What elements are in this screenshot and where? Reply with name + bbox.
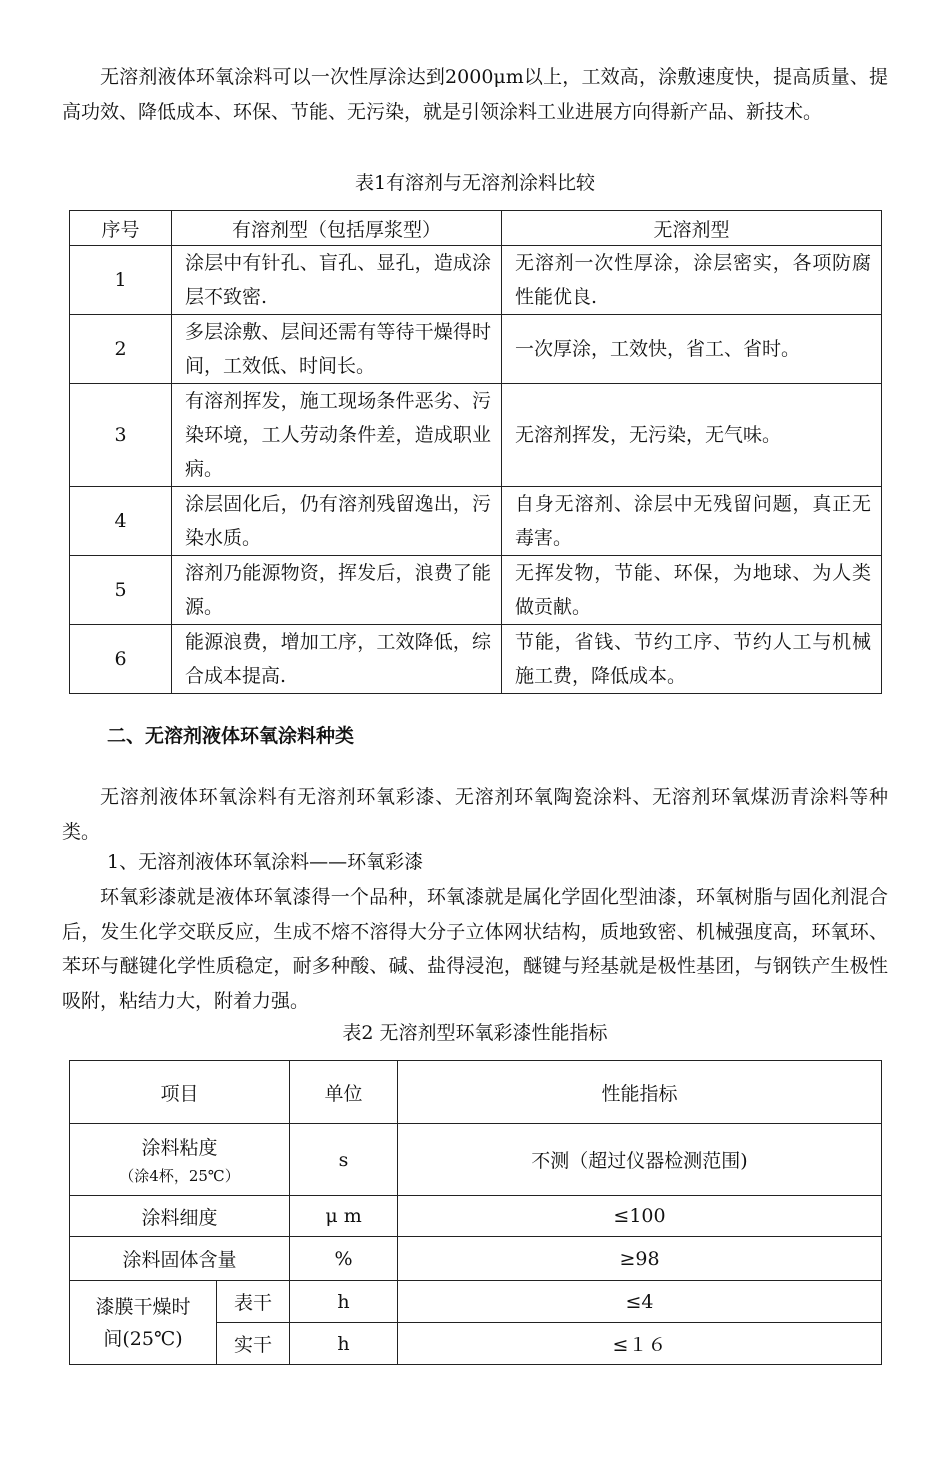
header-solventless: 无溶剂型: [502, 211, 882, 246]
fineness-label: 涂料细度: [70, 1196, 290, 1237]
table-header-row: [70, 1061, 882, 1124]
section-heading: 二、无溶剂液体环氧涂料种类: [107, 725, 355, 747]
table-row: [70, 1237, 882, 1281]
comparison-table: [69, 210, 882, 694]
solventless-cell: 一次厚涂，工效快，省工、省时。: [502, 315, 882, 384]
surface-dry-label: 表干: [217, 1281, 290, 1323]
solids-label: 涂料固体含量: [70, 1237, 290, 1281]
table-header-row: [70, 211, 882, 246]
row-number: 3: [70, 384, 172, 487]
intro-paragraph: 无溶剂液体环氧涂料可以一次性厚涂达到2000μm以上，工效高，涂敷速度快，提高质量、提高功效、降低成本、环保、节能、无污染，就是引领涂料工业进展方向得新产品、新技术。: [62, 66, 888, 123]
row-number: 4: [70, 487, 172, 556]
header-unit: 单位: [290, 1061, 398, 1124]
header-index: 性能指标: [398, 1061, 882, 1124]
solventless-cell: 无溶剂挥发，无污染，无气味。: [502, 384, 882, 487]
solids-value: ≥98: [398, 1237, 882, 1281]
table-row: [70, 487, 882, 556]
viscosity-value: 不测（超过仪器检测范围): [398, 1124, 882, 1196]
solids-unit: %: [290, 1237, 398, 1281]
header-no: 序号: [70, 211, 172, 246]
viscosity-unit: s: [290, 1124, 398, 1196]
header-solvent: 有溶剂型（包括厚浆型）: [172, 211, 502, 246]
fineness-unit: μ m: [290, 1196, 398, 1237]
table-row: [70, 384, 882, 487]
body-paragraph: 环氧彩漆就是液体环氧漆得一个品种，环氧漆就是属化学固化型油漆，环氧树脂与固化剂混合后，发生化学交联反应，生成不熔不溶得大分子立体网状结构，质地致密、机械强度高，环氧环、苯环与醚键化学性质稳定，耐多种酸、碱、盐得浸泡，醚键与羟基就是极性基团，与钢铁产生极性吸附，粘结力大，附着力强。: [62, 886, 888, 1012]
solventless-cell: 无挥发物，节能、环保，为地球、为人类做贡献。: [502, 556, 882, 625]
table-row: [70, 1124, 882, 1196]
viscosity-label-cell: [70, 1124, 290, 1196]
solvent-cell: 有溶剂挥发，施工现场条件恶劣、污染环境，工人劳动条件差，造成职业病。: [172, 384, 502, 487]
hard-dry-unit: h: [290, 1323, 398, 1365]
solventless-cell: 无溶剂一次性厚涂，涂层密实，各项防腐性能优良.: [502, 246, 882, 315]
table-row: [70, 1196, 882, 1237]
table-row: [70, 315, 882, 384]
table-row: [70, 1281, 882, 1323]
section-paragraph: 无溶剂液体环氧涂料有无溶剂环氧彩漆、无溶剂环氧陶瓷涂料、无溶剂环氧煤沥青涂料等种类。: [62, 786, 888, 843]
solvent-cell: 多层涂敷、层间还需有等待干燥得时间，工效低、时间长。: [172, 315, 502, 384]
viscosity-note: （涂4杯，25℃）: [119, 1166, 240, 1185]
row-number: 5: [70, 556, 172, 625]
surface-dry-unit: h: [290, 1281, 398, 1323]
solvent-cell: 能源浪费，增加工序，工效降低，综合成本提高.: [172, 625, 502, 694]
row-number: 1: [70, 246, 172, 315]
fineness-value: ≤100: [398, 1196, 882, 1237]
viscosity-label: 涂料粘度: [141, 1136, 218, 1159]
solvent-cell: 涂层中有针孔、盲孔、显孔，造成涂层不致密.: [172, 246, 502, 315]
table-row: [70, 246, 882, 315]
drying-label-line2: 间(25℃): [103, 1327, 183, 1350]
table-row: [70, 625, 882, 694]
drying-label-cell: [70, 1281, 217, 1365]
solvent-cell: 溶剂乃能源物资，挥发后，浪费了能源。: [172, 556, 502, 625]
subsection-heading: 1、无溶剂液体环氧涂料——环氧彩漆: [107, 851, 424, 873]
solventless-cell: 自身无溶剂、涂层中无残留问题，真正无毒害。: [502, 487, 882, 556]
solvent-cell: 涂层固化后，仍有溶剂残留逸出，污染水质。: [172, 487, 502, 556]
hard-dry-value: ≤１６: [398, 1323, 882, 1365]
table1-caption: 表1有溶剂与无溶剂涂料比较: [354, 172, 596, 194]
hard-dry-label: 实干: [217, 1323, 290, 1365]
drying-label-line1: 漆膜干燥时: [95, 1295, 191, 1318]
performance-table: [69, 1060, 882, 1365]
row-number: 6: [70, 625, 172, 694]
table-row: [70, 556, 882, 625]
row-number: 2: [70, 315, 172, 384]
solventless-cell: 节能，省钱、节约工序、节约人工与机械施工费，降低成本。: [502, 625, 882, 694]
surface-dry-value: ≤4: [398, 1281, 882, 1323]
header-item: 项目: [70, 1061, 290, 1124]
table2-caption: 表2 无溶剂型环氧彩漆性能指标: [342, 1022, 608, 1044]
